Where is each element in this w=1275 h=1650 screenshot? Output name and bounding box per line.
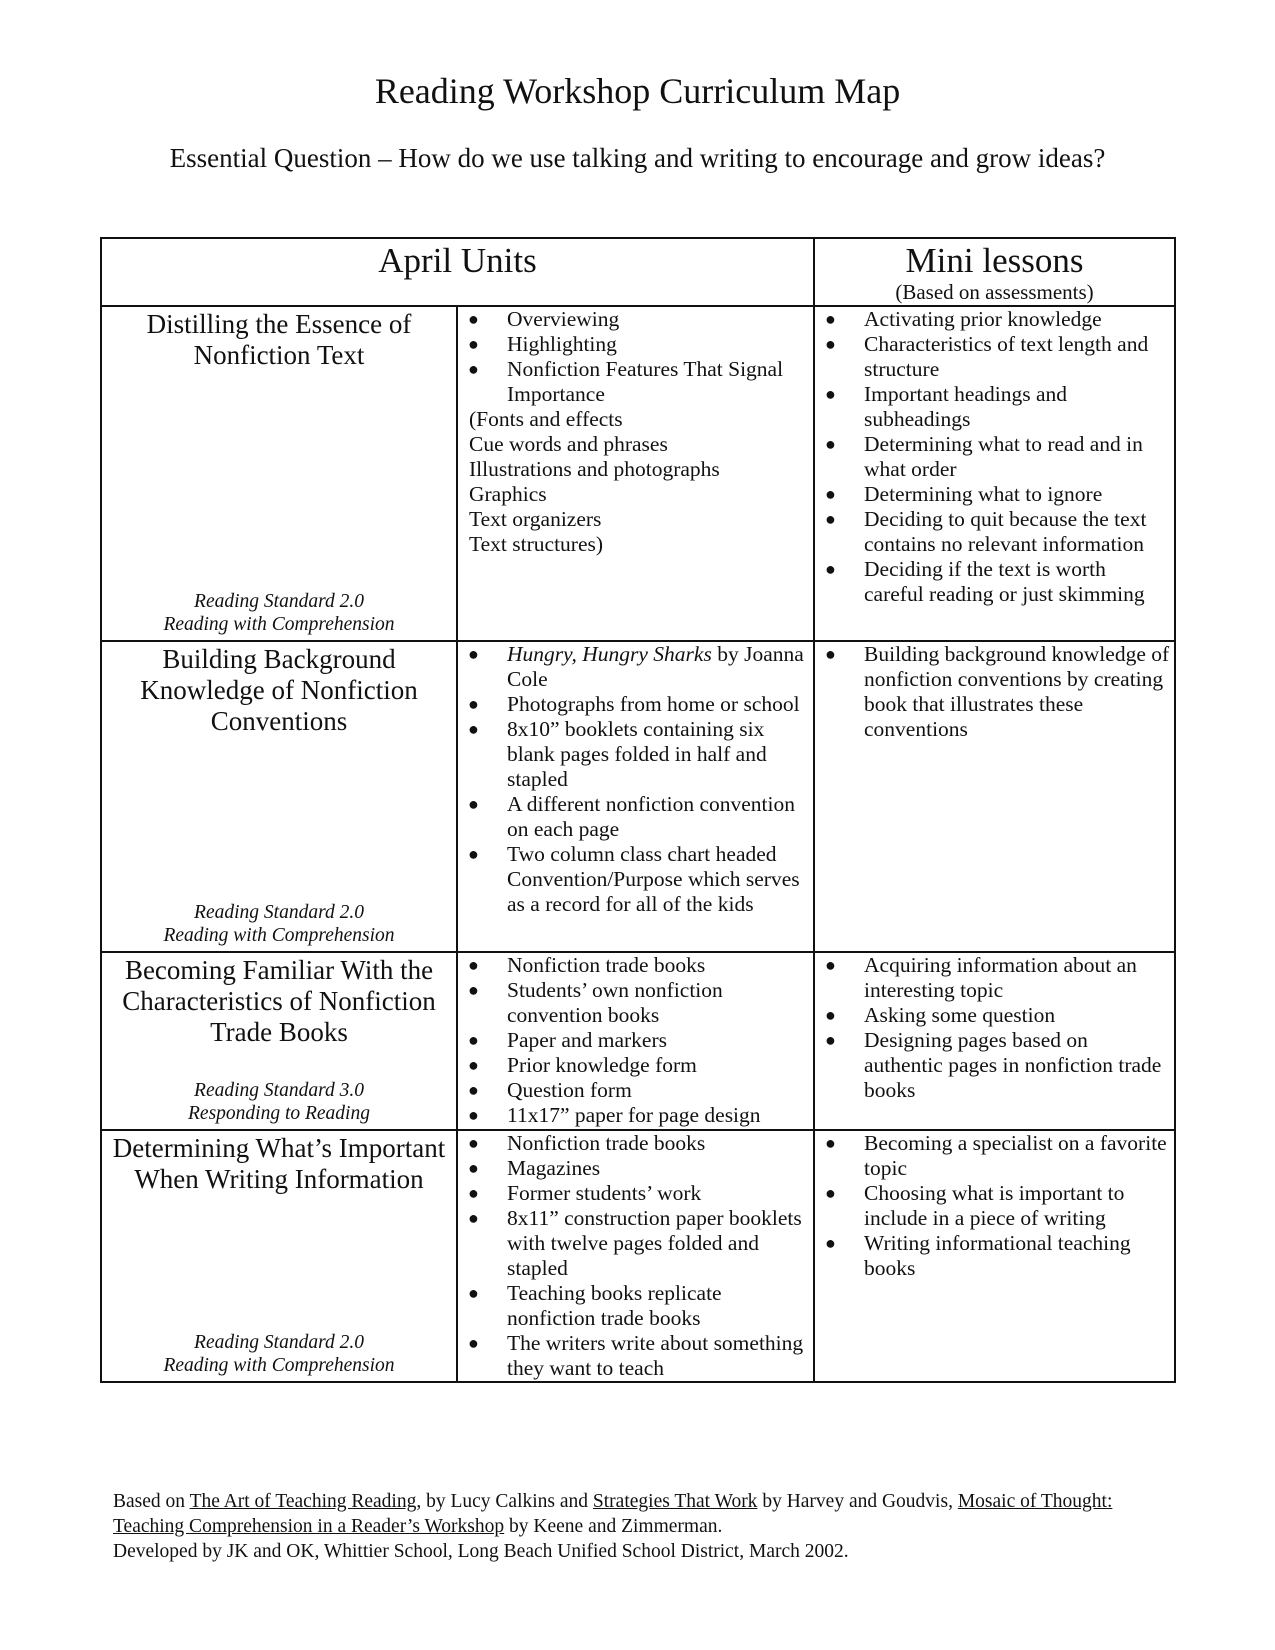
reading-standard [102, 901, 456, 947]
materials-cell [457, 1130, 814, 1382]
table-row [101, 952, 1175, 1130]
table-row [101, 1130, 1175, 1382]
bullet-icon: ● [468, 1208, 479, 1228]
materials-list [458, 642, 813, 917]
bullet-icon: ● [825, 309, 836, 329]
list-item [458, 1078, 809, 1103]
curriculum-table [100, 237, 1176, 1383]
bullet-icon: ● [825, 559, 836, 579]
mini-lessons-cell [814, 952, 1175, 1130]
list-item-text: Characteristics of text length and structure [864, 332, 1149, 381]
header-mini-label: Mini lessons [905, 241, 1084, 280]
standard-number: Reading Standard 2.0 [194, 1332, 364, 1353]
list-item-text: Highlighting [507, 332, 617, 356]
reading-standard [102, 1331, 456, 1377]
bullet-icon: ● [825, 1030, 836, 1050]
reading-standard [102, 590, 456, 636]
list-item [458, 1331, 809, 1381]
list-item-text: Illustrations and photographs [469, 457, 720, 481]
list-item [815, 507, 1170, 557]
list-item-text: Overviewing [507, 307, 620, 331]
bullet-icon: ● [825, 484, 836, 504]
bullet-icon: ● [468, 1283, 479, 1303]
bullet-icon: ● [825, 1005, 836, 1025]
mini-lessons-list [815, 642, 1174, 742]
book-title: Hungry, Hungry Sharks [507, 642, 712, 666]
footer [113, 1489, 1173, 1564]
standard-number: Reading Standard 2.0 [194, 591, 364, 612]
list-item [458, 457, 809, 482]
list-item [458, 332, 809, 357]
list-item [815, 1028, 1170, 1103]
list-item [458, 792, 809, 842]
unit-cell [101, 641, 457, 952]
header-mini-lessons [814, 238, 1175, 306]
list-item [458, 642, 809, 692]
list-item [815, 382, 1170, 432]
mini-lessons-list [815, 953, 1174, 1103]
bullet-icon: ● [825, 955, 836, 975]
materials-list [458, 953, 813, 1128]
list-item [815, 1181, 1170, 1231]
list-item [815, 332, 1170, 382]
list-item [458, 1053, 809, 1078]
bullet-icon: ● [468, 794, 479, 814]
list-item [458, 407, 809, 432]
list-item [458, 1181, 809, 1206]
list-item-text: 11x17” paper for page design [507, 1103, 761, 1127]
footer-credits [113, 1489, 1173, 1539]
list-item [815, 1003, 1170, 1028]
mini-lessons-cell [814, 641, 1175, 952]
list-item-text: Deciding to quit because the text contains no relevant information [864, 507, 1147, 556]
bullet-icon: ● [468, 359, 479, 379]
footer-book2: Strategies That Work [592, 1491, 758, 1512]
bullet-icon: ● [468, 1030, 479, 1050]
list-item [458, 692, 809, 717]
list-item [815, 1231, 1170, 1281]
list-item [815, 432, 1170, 482]
list-item-text: Activating prior knowledge [864, 307, 1102, 331]
list-item [458, 357, 809, 407]
list-item [458, 842, 809, 917]
bullet-icon: ● [825, 509, 836, 529]
list-item-text: Deciding if the text is worth careful reading or just skimming [864, 557, 1145, 606]
list-item [458, 307, 809, 332]
list-item-text: Determining what to ignore [864, 482, 1103, 506]
list-item-text: Photographs from home or school [507, 692, 800, 716]
list-item [458, 1131, 809, 1156]
list-item-text: Nonfiction trade books [507, 1131, 706, 1155]
header-units [101, 238, 814, 306]
list-item-text: 8x11” construction paper booklets with twelve pages folded and stapled [507, 1206, 802, 1280]
bullet-icon: ● [825, 1233, 836, 1253]
bullet-icon: ● [468, 719, 479, 739]
bullet-icon: ● [468, 1080, 479, 1100]
footer-based-on: Based on [113, 1491, 190, 1512]
header-units-label: April Units [378, 241, 537, 280]
unit-title: Distilling the Essence of Nonfiction Text [146, 309, 412, 370]
list-item-text: Asking some question [864, 1003, 1056, 1027]
list-item-text: Paper and markers [507, 1028, 667, 1052]
list-item [815, 642, 1170, 742]
materials-cell [457, 952, 814, 1130]
list-item [458, 717, 809, 792]
bullet-icon: ● [468, 644, 479, 664]
table-body [101, 306, 1175, 1382]
header-mini-sub: (Based on assessments) [895, 280, 1094, 304]
list-item [458, 1156, 809, 1181]
mini-lessons-cell [814, 306, 1175, 641]
book-author: by Joanna Cole [507, 642, 804, 691]
list-item-text: Prior knowledge form [507, 1053, 697, 1077]
standard-number: Reading Standard 2.0 [194, 902, 364, 923]
list-item-text: Text structures) [469, 532, 604, 556]
list-item-text: The writers write about something they want to teach [507, 1331, 804, 1380]
table-row [101, 306, 1175, 641]
bullet-icon: ● [468, 955, 479, 975]
list-item-text: Two column class chart headed Convention/Purpose which serves as a record for all of the kids [507, 842, 800, 916]
list-item-text: Text organizers [469, 507, 602, 531]
list-item-text: Writing informational teaching books [864, 1231, 1131, 1280]
materials-cell [457, 641, 814, 952]
materials-list [458, 1131, 813, 1381]
footer-by2: by Harvey and Goudvis, [757, 1491, 958, 1512]
bullet-icon: ● [468, 694, 479, 714]
standard-description: Reading with Comprehension [163, 614, 395, 635]
mini-lessons-list [815, 1131, 1174, 1281]
bullet-icon: ● [825, 384, 836, 404]
bullet-icon: ● [468, 844, 479, 864]
bullet-icon: ● [468, 1183, 479, 1203]
footer-by1: by Lucy Calkins and [421, 1491, 593, 1512]
unit-cell [101, 1130, 457, 1382]
list-item-text: Question form [507, 1078, 632, 1102]
list-item-text: (Fonts and effects [469, 407, 623, 431]
list-item-text: A different nonfiction convention on each page [507, 792, 795, 841]
list-item [815, 953, 1170, 1003]
list-item-text: Teaching books replicate nonfiction trade books [507, 1281, 722, 1330]
mini-lessons-list [815, 307, 1174, 607]
footer-book3: Mosaic of Thought: Teaching Comprehension in a Reader’s Workshop [113, 1491, 1113, 1537]
list-item-text: Important headings and subheadings [864, 382, 1068, 431]
unit-cell [101, 306, 457, 641]
reading-standard [102, 1079, 456, 1125]
list-item [458, 482, 809, 507]
table-row [101, 641, 1175, 952]
list-item [815, 482, 1170, 507]
page-title: Reading Workshop Curriculum Map [374, 71, 901, 111]
standard-description: Responding to Reading [188, 1103, 370, 1124]
unit-title: Determining What’s Important When Writing Information [112, 1133, 446, 1194]
bullet-icon: ● [825, 1133, 836, 1153]
materials-list [458, 307, 813, 557]
list-item-text: Students’ own nonfiction convention books [507, 978, 723, 1027]
list-item [458, 1028, 809, 1053]
materials-cell [457, 306, 814, 641]
footer-book1: The Art of Teaching Reading, [189, 1491, 422, 1512]
bullet-icon: ● [468, 1055, 479, 1075]
list-item-text: 8x10” booklets containing six blank pages folded in half and stapled [507, 717, 767, 791]
list-item-text: Acquiring information about an interesting topic [864, 953, 1137, 1002]
list-item [458, 1206, 809, 1281]
footer-developed: Developed by JK and OK, Whittier School, Long Beach Unified School District, March 2002. [113, 1541, 849, 1562]
standard-description: Reading with Comprehension [163, 1355, 395, 1376]
unit-title: Building Background Knowledge of Nonfiction Conventions [140, 644, 418, 736]
list-item-text: Former students’ work [507, 1181, 702, 1205]
bullet-icon: ● [468, 309, 479, 329]
bullet-icon: ● [468, 1105, 479, 1125]
list-item-text: Magazines [507, 1156, 601, 1180]
bullet-icon: ● [825, 334, 836, 354]
list-item [458, 507, 809, 532]
list-item-text: Becoming a specialist on a favorite topic [864, 1131, 1167, 1180]
list-item-text: Nonfiction trade books [507, 953, 706, 977]
list-item [815, 307, 1170, 332]
list-item [458, 978, 809, 1028]
essential-question: Essential Question – How do we use talking and writing to encourage and grow ideas? [169, 143, 1106, 173]
standard-number: Reading Standard 3.0 [194, 1080, 364, 1101]
list-item [815, 557, 1170, 607]
footer-by3: by Keene and Zimmerman. [504, 1516, 723, 1537]
bullet-icon: ● [468, 1158, 479, 1178]
unit-title: Becoming Familiar With the Characteristics of Nonfiction Trade Books [122, 955, 436, 1047]
list-item [458, 1281, 809, 1331]
list-item [458, 1103, 809, 1128]
mini-lessons-cell [814, 1130, 1175, 1382]
bullet-icon: ● [468, 1333, 479, 1353]
list-item-text: Cue words and phrases [469, 432, 668, 456]
list-item-text: Nonfiction Features That Signal Importance [507, 357, 784, 406]
bullet-icon: ● [468, 980, 479, 1000]
list-item [458, 532, 809, 557]
list-item-text: Building background knowledge of nonfiction conventions by creating book that illustrates these conventions [864, 642, 1170, 741]
unit-cell [101, 952, 457, 1130]
list-item [815, 1131, 1170, 1181]
bullet-icon: ● [825, 434, 836, 454]
list-item-text: Choosing what is important to include in a piece of writing [864, 1181, 1125, 1230]
bullet-icon: ● [468, 1133, 479, 1153]
list-item [458, 432, 809, 457]
bullet-icon: ● [825, 1183, 836, 1203]
table-header-row [101, 238, 1175, 306]
bullet-icon: ● [468, 334, 479, 354]
list-item-text: Designing pages based on authentic pages in nonfiction trade books [864, 1028, 1162, 1102]
list-item-text: Graphics [469, 482, 547, 506]
bullet-icon: ● [825, 644, 836, 664]
standard-description: Reading with Comprehension [163, 925, 395, 946]
list-item-text: Determining what to read and in what order [864, 432, 1143, 481]
list-item [458, 953, 809, 978]
